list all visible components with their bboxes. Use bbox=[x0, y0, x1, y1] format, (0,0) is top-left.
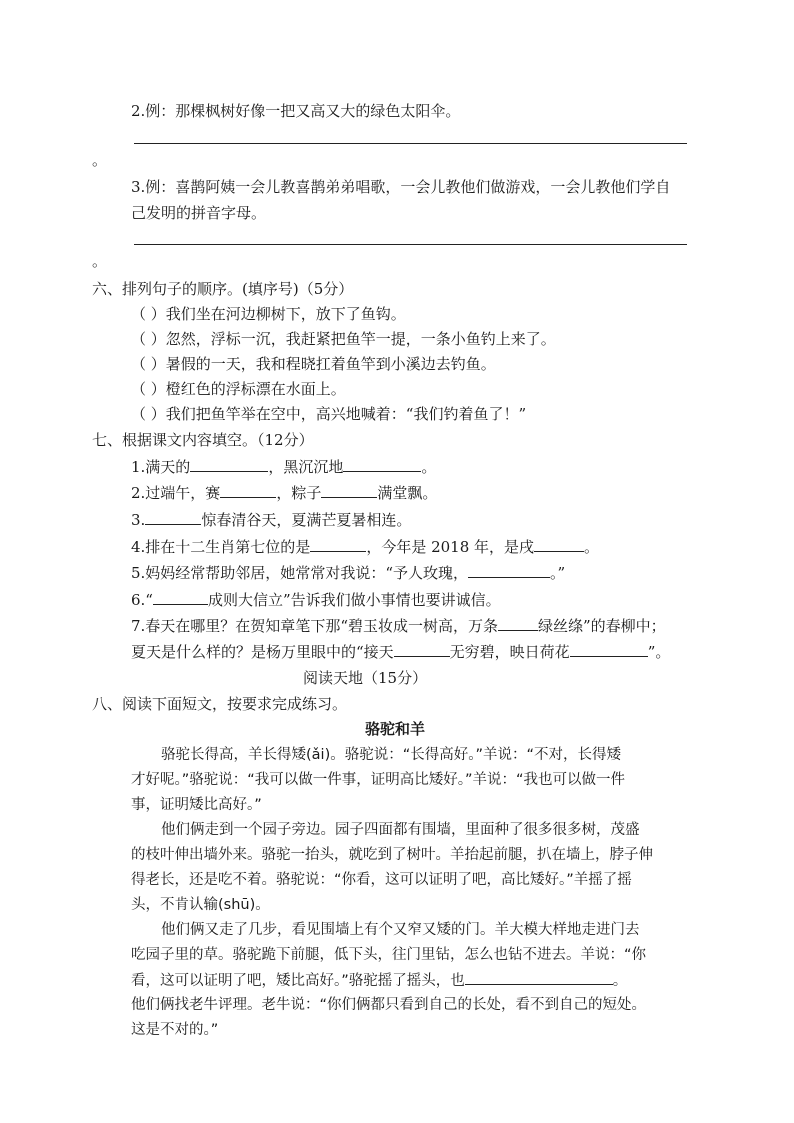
fill-blank[interactable] bbox=[343, 457, 421, 472]
passage-line: 他们俩走到一个园子旁边。园子四面都有围墙，里面种了很多很多树，茂盛 bbox=[161, 822, 640, 838]
order-item bbox=[131, 354, 496, 374]
fill-question-6 bbox=[131, 590, 501, 610]
section-6-heading: 六、排列句子的顺序。(填序号)（5分） bbox=[92, 280, 354, 298]
passage-line: 事，证明矮比高好。” bbox=[131, 797, 262, 813]
fill-blank[interactable] bbox=[498, 616, 538, 631]
fill-blank[interactable] bbox=[534, 537, 584, 552]
order-item bbox=[131, 404, 526, 424]
passage-line-with-blank bbox=[131, 970, 627, 991]
order-sentence: 我们坐在河边柳树下，放下了鱼钩。 bbox=[165, 305, 406, 323]
period-mark: 。 bbox=[92, 252, 108, 270]
order-sentence: 橙红色的浮标漂在水面上。 bbox=[165, 380, 346, 398]
fill-blank[interactable] bbox=[394, 642, 450, 657]
question-text: ，今年是 2018 年，是戌 bbox=[366, 538, 535, 556]
order-blank[interactable]: （ ） bbox=[131, 405, 166, 423]
question-text: 2.过端午，赛 bbox=[131, 484, 221, 502]
question-text: 1.满天的 bbox=[131, 458, 191, 476]
question-text: 。” bbox=[549, 564, 566, 582]
order-item bbox=[131, 329, 556, 349]
order-item bbox=[131, 379, 346, 399]
question-text: 成则大信立”告诉我们做小事情也要讲诚信。 bbox=[207, 591, 501, 609]
question-text: 4.排在十二生肖第七位的是 bbox=[131, 538, 311, 556]
order-blank[interactable]: （ ） bbox=[131, 305, 166, 323]
order-blank[interactable]: （ ） bbox=[131, 330, 166, 348]
fill-question-4 bbox=[131, 537, 599, 557]
example-3-sentence-line2: 己发明的拼音字母。 bbox=[131, 204, 267, 222]
fill-question-7-line2 bbox=[131, 642, 670, 662]
passage-line: 头，不肯认输(shū)。 bbox=[131, 897, 270, 913]
passage-title: 骆驼和羊 bbox=[365, 720, 426, 738]
question-text: 5.妈妈经常帮助邻居，她常常对我说：“予人玫瑰， bbox=[131, 564, 468, 582]
answer-line-2[interactable] bbox=[134, 143, 687, 144]
passage-fill-blank[interactable] bbox=[465, 970, 613, 985]
fill-blank[interactable] bbox=[220, 483, 276, 498]
section-8-heading: 八、阅读下面短文，按要求完成练习。 bbox=[92, 695, 348, 713]
question-text: 7.春天在哪里？在贺知章笔下那“碧玉妆成一树高，万条 bbox=[131, 617, 498, 635]
passage-line: 骆驼长得高，羊长得矮(ǎi)。骆驼说：“长得高好。”羊说：“不对，长得矮 bbox=[161, 747, 622, 763]
answer-line-3[interactable] bbox=[134, 244, 687, 245]
question-text: 6.“ bbox=[131, 591, 153, 609]
question-text: 满堂飘。 bbox=[377, 484, 438, 502]
fill-question-2 bbox=[131, 483, 437, 503]
passage-line: 吃园子里的草。骆驼跪下前腿，低下头，往门里钻，怎么也钻不进去。羊说：“你 bbox=[131, 947, 647, 963]
fill-blank[interactable] bbox=[145, 510, 201, 525]
question-text: ”。 bbox=[647, 643, 671, 661]
question-text: ，黑沉沉地 bbox=[268, 458, 344, 476]
fill-blank[interactable] bbox=[468, 563, 550, 578]
example-2-sentence: 2.例：那棵枫树好像一把又高又大的绿色太阳伞。 bbox=[131, 102, 461, 120]
question-text: 夏天是什么样的？是杨万里眼中的“接天 bbox=[131, 643, 394, 661]
question-text: 惊春清谷天，夏满芒夏暑相连。 bbox=[201, 511, 412, 529]
order-sentence: 暑假的一天，我和程晓扛着鱼竿到小溪边去钓鱼。 bbox=[165, 355, 496, 373]
fill-question-3 bbox=[131, 510, 411, 530]
fill-question-1 bbox=[131, 457, 436, 477]
order-blank[interactable]: （ ） bbox=[131, 355, 166, 373]
passage-line: 得老长，还是吃不着。骆驼说：“你看，这可以证明了吧，高比矮好。”羊摇了摇 bbox=[131, 872, 632, 888]
question-text: 。 bbox=[584, 538, 600, 556]
passage-text: 。 bbox=[612, 973, 628, 989]
reading-section-label: 阅读天地（15分） bbox=[303, 669, 428, 687]
fill-blank[interactable] bbox=[153, 590, 208, 605]
passage-line: 这是不对的。” bbox=[131, 1022, 219, 1038]
passage-line: 的枝叶伸出墙外来。骆驼一抬头，就吃到了树叶。羊抬起前腿，扒在墙上，脖子伸 bbox=[131, 847, 653, 863]
question-text: ，粽子 bbox=[276, 484, 322, 502]
fill-blank[interactable] bbox=[190, 457, 268, 472]
order-sentence: 我们把鱼竿举在空中，高兴地喊着：“我们钓着鱼了！” bbox=[165, 405, 527, 423]
order-blank[interactable]: （ ） bbox=[131, 380, 166, 398]
question-text: 绿丝绦”的春柳中； bbox=[537, 617, 666, 635]
passage-line: 他们俩找老牛评理。老牛说：“你们俩都只看到自己的长处，看不到自己的短处。 bbox=[131, 997, 647, 1013]
passage-text: 看，这可以证明了吧，矮比高好。”骆驼摇了摇头，也 bbox=[131, 973, 465, 989]
question-text: 。 bbox=[421, 458, 437, 476]
fill-blank[interactable] bbox=[570, 642, 648, 657]
passage-line: 他们俩又走了几步，看见围墙上有个又窄又矮的门。羊大模大样地走进门去 bbox=[161, 922, 640, 938]
fill-question-7-line1 bbox=[131, 616, 666, 636]
fill-question-5 bbox=[131, 563, 565, 583]
fill-blank[interactable] bbox=[321, 483, 377, 498]
passage-line: 才好呢。”骆驼说：“我可以做一件事，证明高比矮好。”羊说：“我也可以做一件 bbox=[131, 772, 626, 788]
order-sentence: 忽然，浮标一沉，我赶紧把鱼竿一提，一条小鱼钓上来了。 bbox=[165, 330, 556, 348]
section-7-heading: 七、根据课文内容填空。（12分） bbox=[92, 431, 314, 449]
example-3-sentence-line1: 3.例：喜鹊阿姨一会儿教喜鹊弟弟唱歌，一会儿教他们做游戏，一会儿教他们学自 bbox=[131, 178, 671, 196]
question-text: 3. bbox=[131, 511, 146, 529]
period-mark: 。 bbox=[92, 151, 108, 169]
question-text: 无穷碧，映日荷花 bbox=[449, 643, 570, 661]
order-item bbox=[131, 304, 406, 324]
fill-blank[interactable] bbox=[310, 537, 366, 552]
